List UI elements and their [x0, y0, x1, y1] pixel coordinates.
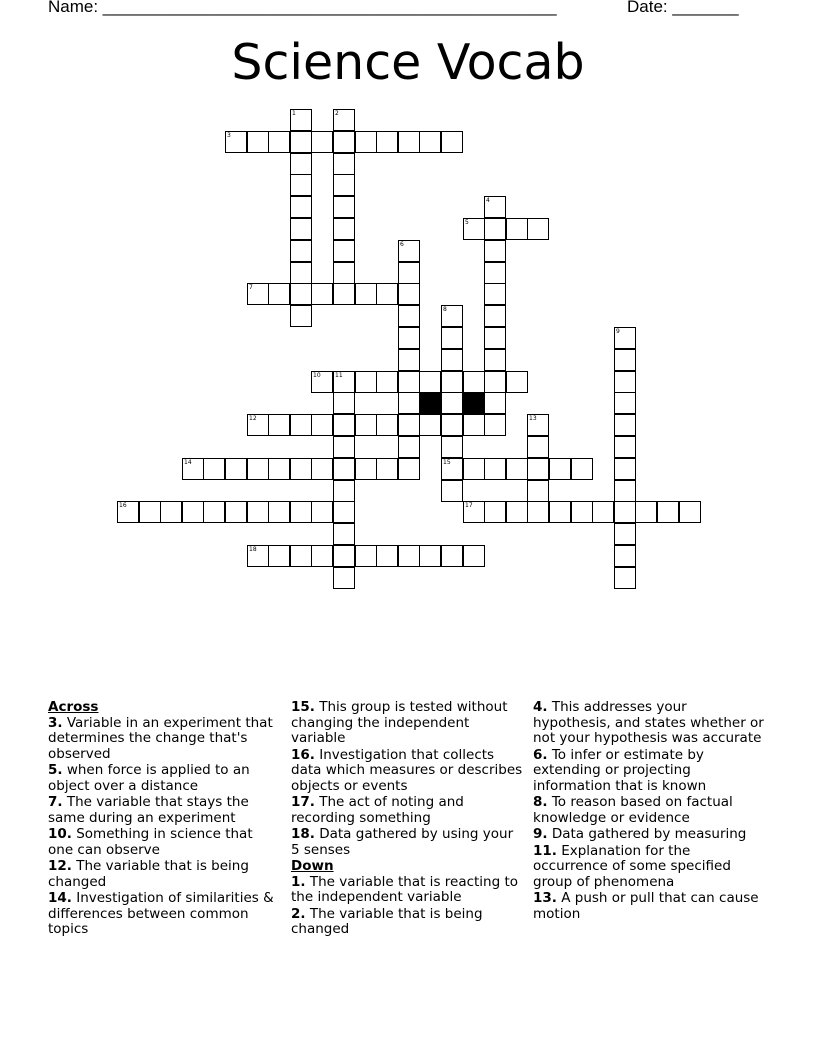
crossword-cell[interactable] [614, 480, 636, 502]
clue-down-8 [533, 795, 765, 826]
clue-text: Investigation that collects data which measures or describes objects or events [291, 746, 523, 794]
crossword-cell[interactable] [463, 218, 485, 240]
crossword-cell[interactable] [614, 349, 636, 371]
clue-down-2 [291, 907, 523, 938]
clue-number: 4. [533, 699, 548, 715]
clue-across-3 [48, 716, 280, 763]
crossword-cell[interactable] [398, 371, 420, 393]
clue-down-11 [533, 844, 765, 891]
crossword-cell[interactable] [290, 174, 312, 196]
clue-number: 12. [48, 858, 72, 874]
crossword-cell[interactable] [463, 414, 485, 436]
cell-number: 2 [335, 110, 339, 117]
crossword-cell[interactable] [419, 131, 441, 153]
clue-number: 8. [533, 794, 548, 810]
crossword-cell[interactable] [376, 371, 398, 393]
crossword-cell[interactable] [614, 371, 636, 393]
clue-number: 13. [533, 890, 557, 906]
crossword-cell[interactable] [268, 414, 290, 436]
crossword-cell[interactable] [398, 392, 420, 414]
cell-number: 10 [313, 372, 321, 379]
crossword-cell[interactable] [506, 458, 528, 480]
crossword-cell[interactable] [441, 371, 463, 393]
clue-column-1 [48, 700, 280, 939]
clue-down-6 [533, 748, 765, 795]
crossword-cell[interactable] [484, 501, 506, 523]
crossword-cell[interactable] [290, 240, 312, 262]
crossword-cell[interactable] [268, 131, 290, 153]
clue-number: 6. [533, 746, 548, 763]
crossword-cell[interactable] [679, 501, 701, 523]
cell-number: 14 [184, 459, 192, 466]
crossword-cell[interactable] [355, 131, 377, 153]
crossword-cell[interactable] [247, 458, 269, 480]
page-title: Science Vocab [231, 34, 585, 91]
clue-down-13 [533, 891, 765, 922]
black-square [463, 392, 485, 414]
clue-number: 2. [291, 905, 306, 922]
crossword-cell[interactable] [333, 458, 355, 480]
crossword-cell[interactable] [376, 414, 398, 436]
cell-number: 1 [292, 110, 296, 117]
crossword-cell[interactable] [463, 501, 485, 523]
crossword-cell[interactable] [527, 480, 549, 502]
crossword-cell[interactable] [614, 458, 636, 480]
clue-text: Variable in an experiment that determines the change that's observed [48, 714, 273, 762]
crossword-cell[interactable] [398, 240, 420, 262]
crossword-cell[interactable] [333, 371, 355, 393]
clue-column-3 [533, 700, 765, 923]
crossword-cell[interactable] [441, 458, 463, 480]
crossword-cell[interactable] [484, 371, 506, 393]
crossword-cell[interactable] [398, 305, 420, 327]
crossword-cell[interactable] [527, 414, 549, 436]
crossword-cell[interactable] [398, 436, 420, 458]
crossword-cell[interactable] [311, 283, 333, 305]
clue-number: 7. [48, 794, 63, 810]
crossword-cell[interactable] [484, 305, 506, 327]
cell-number: 17 [465, 502, 473, 509]
clue-number: 18. [291, 826, 315, 842]
across-list-b [291, 700, 523, 858]
cell-number: 13 [529, 415, 537, 422]
crossword-cell[interactable] [333, 109, 355, 131]
crossword-cell[interactable] [506, 218, 528, 240]
clue-across-12 [48, 859, 280, 890]
clue-across-5 [48, 763, 280, 794]
crossword-cell[interactable] [290, 305, 312, 327]
crossword-cell[interactable] [333, 567, 355, 589]
crossword-cell[interactable] [333, 174, 355, 196]
crossword-cell[interactable] [398, 131, 420, 153]
clue-text: Something in science that one can observe [48, 826, 253, 858]
crossword-cell[interactable] [225, 458, 247, 480]
crossword-cell[interactable] [333, 153, 355, 175]
crossword-cell[interactable] [247, 414, 269, 436]
crossword-cell[interactable] [463, 545, 485, 567]
down-heading: Down [291, 858, 334, 874]
clue-down-4 [533, 700, 765, 747]
crossword-cell[interactable] [419, 371, 441, 393]
clue-across-10 [48, 827, 280, 858]
crossword-cell[interactable] [506, 371, 528, 393]
clue-down-9 [533, 827, 765, 843]
crossword-cell[interactable] [355, 371, 377, 393]
crossword-cell[interactable] [419, 414, 441, 436]
crossword-cell[interactable] [355, 458, 377, 480]
clue-number: 11. [533, 842, 557, 859]
crossword-cell[interactable] [333, 501, 355, 523]
crossword-cell[interactable] [333, 196, 355, 218]
crossword-cell[interactable] [376, 545, 398, 567]
clue-text: This group is tested without changing the independent variable [291, 699, 508, 746]
crossword-cell[interactable] [549, 458, 571, 480]
crossword-cell[interactable] [398, 283, 420, 305]
cell-number: 7 [249, 284, 253, 291]
date-field[interactable]: Date: _______ [627, 0, 739, 16]
crossword-cell[interactable] [398, 414, 420, 436]
crossword-cell[interactable] [333, 545, 355, 567]
crossword-cell[interactable] [160, 501, 182, 523]
crossword-cell[interactable] [614, 501, 636, 523]
crossword-cell[interactable] [484, 392, 506, 414]
crossword-cell[interactable] [376, 458, 398, 480]
cell-number: 16 [119, 502, 127, 509]
crossword-cell[interactable] [419, 545, 441, 567]
crossword-cell[interactable] [333, 392, 355, 414]
crossword-cell[interactable] [290, 196, 312, 218]
crossword-cell[interactable] [333, 240, 355, 262]
crossword-cell[interactable] [657, 501, 679, 523]
crossword-cell[interactable] [441, 480, 463, 502]
clue-text: The variable that is being changed [291, 905, 483, 937]
cell-number: 6 [400, 241, 404, 248]
across-heading: Across [48, 699, 99, 715]
crossword-cell[interactable] [290, 283, 312, 305]
crossword-cell[interactable] [333, 436, 355, 458]
clue-text: The variable that stays the same during an experiment [48, 794, 249, 826]
cell-number: 15 [443, 459, 451, 466]
crossword-cell[interactable] [484, 262, 506, 284]
crossword-cell[interactable] [355, 283, 377, 305]
crossword-cell[interactable] [463, 371, 485, 393]
crossword-cell[interactable] [290, 109, 312, 131]
crossword-cell[interactable] [376, 283, 398, 305]
cell-number: 11 [335, 372, 343, 379]
clue-across-18 [291, 827, 523, 858]
crossword-cell[interactable] [484, 196, 506, 218]
clue-text: Data gathered by using your 5 senses [291, 826, 514, 858]
crossword-cell[interactable] [290, 218, 312, 240]
clue-number: 1. [291, 873, 306, 890]
crossword-cell[interactable] [225, 131, 247, 153]
crossword-cell[interactable] [311, 501, 333, 523]
crossword-cell[interactable] [463, 458, 485, 480]
crossword-cell[interactable] [484, 283, 506, 305]
crossword-cell[interactable] [614, 414, 636, 436]
across-list-a [48, 716, 280, 938]
clue-number: 16. [291, 746, 315, 763]
crossword-cell[interactable] [441, 131, 463, 153]
crossword-cell[interactable] [527, 436, 549, 458]
crossword-cell[interactable] [311, 414, 333, 436]
crossword-cell[interactable] [527, 458, 549, 480]
crossword-cell[interactable] [398, 458, 420, 480]
crossword-cell[interactable] [311, 545, 333, 567]
crossword-cell[interactable] [441, 436, 463, 458]
clue-text: The act of noting and recording something [291, 794, 464, 826]
crossword-cell[interactable] [484, 218, 506, 240]
clue-across-17 [291, 795, 523, 826]
crossword-cell[interactable] [355, 414, 377, 436]
crossword-cell[interactable] [484, 414, 506, 436]
crossword-cell[interactable] [290, 501, 312, 523]
crossword-cell[interactable] [333, 283, 355, 305]
clue-column-2 [291, 700, 523, 939]
crossword-cell[interactable] [311, 371, 333, 393]
clue-text: A push or pull that can cause motion [533, 890, 759, 922]
clue-text: The variable that is being changed [48, 858, 249, 890]
clue-across-16 [291, 748, 523, 795]
crossword-cell[interactable] [484, 327, 506, 349]
clue-text: To infer or estimate by extending or projecting information that is known [533, 746, 707, 794]
crossword-cell[interactable] [571, 501, 593, 523]
crossword-cell[interactable] [614, 567, 636, 589]
crossword-cell[interactable] [614, 523, 636, 545]
clue-text: This addresses your hypothesis, and states whether or not your hypothesis was accurate [533, 699, 764, 746]
crossword-cell[interactable] [635, 501, 657, 523]
clue-text: Investigation of similarities & differences between common topics [48, 890, 274, 937]
crossword-cell[interactable] [614, 545, 636, 567]
crossword-cell[interactable] [203, 458, 225, 480]
crossword-cell[interactable] [592, 501, 614, 523]
clue-number: 14. [48, 890, 72, 906]
crossword-cell[interactable] [355, 545, 377, 567]
crossword-cell[interactable] [614, 436, 636, 458]
clue-text: when force is applied to an object over a distance [48, 762, 250, 794]
crossword-cell[interactable] [247, 545, 269, 567]
clue-number: 17. [291, 794, 315, 810]
crossword-cell[interactable] [614, 327, 636, 349]
crossword-cell[interactable] [376, 131, 398, 153]
crossword-cell[interactable] [290, 262, 312, 284]
clue-across-15 [291, 700, 523, 747]
crossword-cell[interactable] [398, 349, 420, 371]
crossword-cell[interactable] [441, 349, 463, 371]
crossword-cell[interactable] [247, 131, 269, 153]
crossword-cell[interactable] [441, 392, 463, 414]
clue-across-14 [48, 891, 280, 938]
clue-text: To reason based on factual knowledge or evidence [533, 794, 733, 826]
crossword-cell[interactable] [527, 501, 549, 523]
crossword-cell[interactable] [247, 501, 269, 523]
crossword-cell[interactable] [268, 283, 290, 305]
clue-across-7 [48, 795, 280, 826]
cell-number: 3 [227, 132, 231, 139]
cell-number: 4 [486, 197, 490, 204]
crossword-cell[interactable] [398, 545, 420, 567]
crossword-cell[interactable] [182, 458, 204, 480]
clue-number: 5. [48, 762, 63, 778]
crossword-cell[interactable] [571, 458, 593, 480]
clue-number: 9. [533, 826, 548, 842]
cell-number: 18 [249, 546, 257, 553]
crossword-cell[interactable] [311, 131, 333, 153]
crossword-cell[interactable] [290, 458, 312, 480]
crossword-cell[interactable] [139, 501, 161, 523]
crossword-cell[interactable] [398, 327, 420, 349]
crossword-cell[interactable] [290, 414, 312, 436]
crossword-cell[interactable] [290, 545, 312, 567]
clue-text: Explanation for the occurrence of some specified group of phenomena [533, 842, 731, 890]
crossword-cell[interactable] [506, 501, 528, 523]
crossword-cell[interactable] [333, 262, 355, 284]
crossword-cell[interactable] [117, 501, 139, 523]
clue-down-1 [291, 875, 523, 906]
crossword-cell[interactable] [290, 153, 312, 175]
crossword-cell[interactable] [203, 501, 225, 523]
black-square [419, 392, 441, 414]
crossword-cell[interactable] [441, 414, 463, 436]
clue-text: Data gathered by measuring [551, 826, 747, 842]
crossword-cell[interactable] [268, 458, 290, 480]
crossword-cell[interactable] [247, 283, 269, 305]
crossword-cell[interactable] [333, 414, 355, 436]
crossword-cell[interactable] [484, 240, 506, 262]
crossword-cell[interactable] [268, 501, 290, 523]
crossword-cell[interactable] [333, 480, 355, 502]
crossword-cell[interactable] [333, 218, 355, 240]
cell-number: 8 [443, 306, 447, 313]
crossword-cell[interactable] [484, 458, 506, 480]
crossword-cell[interactable] [311, 458, 333, 480]
clue-text: The variable that is reacting to the independent variable [291, 873, 519, 905]
crossword-cell[interactable] [441, 327, 463, 349]
crossword-cell[interactable] [549, 501, 571, 523]
crossword-cell[interactable] [441, 545, 463, 567]
crossword-cell[interactable] [268, 545, 290, 567]
crossword-cell[interactable] [290, 131, 312, 153]
crossword-cell[interactable] [614, 392, 636, 414]
crossword-cell[interactable] [398, 262, 420, 284]
crossword-cell[interactable] [527, 218, 549, 240]
clue-number: 10. [48, 826, 72, 842]
crossword-cell[interactable] [484, 349, 506, 371]
crossword-cell[interactable] [182, 501, 204, 523]
clue-number: 3. [48, 714, 63, 731]
down-list-a [291, 875, 523, 938]
cell-number: 5 [465, 219, 469, 226]
crossword-cell[interactable] [333, 131, 355, 153]
cell-number: 12 [249, 415, 257, 422]
cell-number: 9 [616, 328, 620, 335]
name-field[interactable]: Name: ________________________________________________ [48, 0, 557, 16]
crossword-cell[interactable] [441, 305, 463, 327]
down-list-b [533, 700, 765, 922]
crossword-cell[interactable] [225, 501, 247, 523]
clue-number: 15. [291, 699, 315, 715]
crossword-cell[interactable] [333, 523, 355, 545]
